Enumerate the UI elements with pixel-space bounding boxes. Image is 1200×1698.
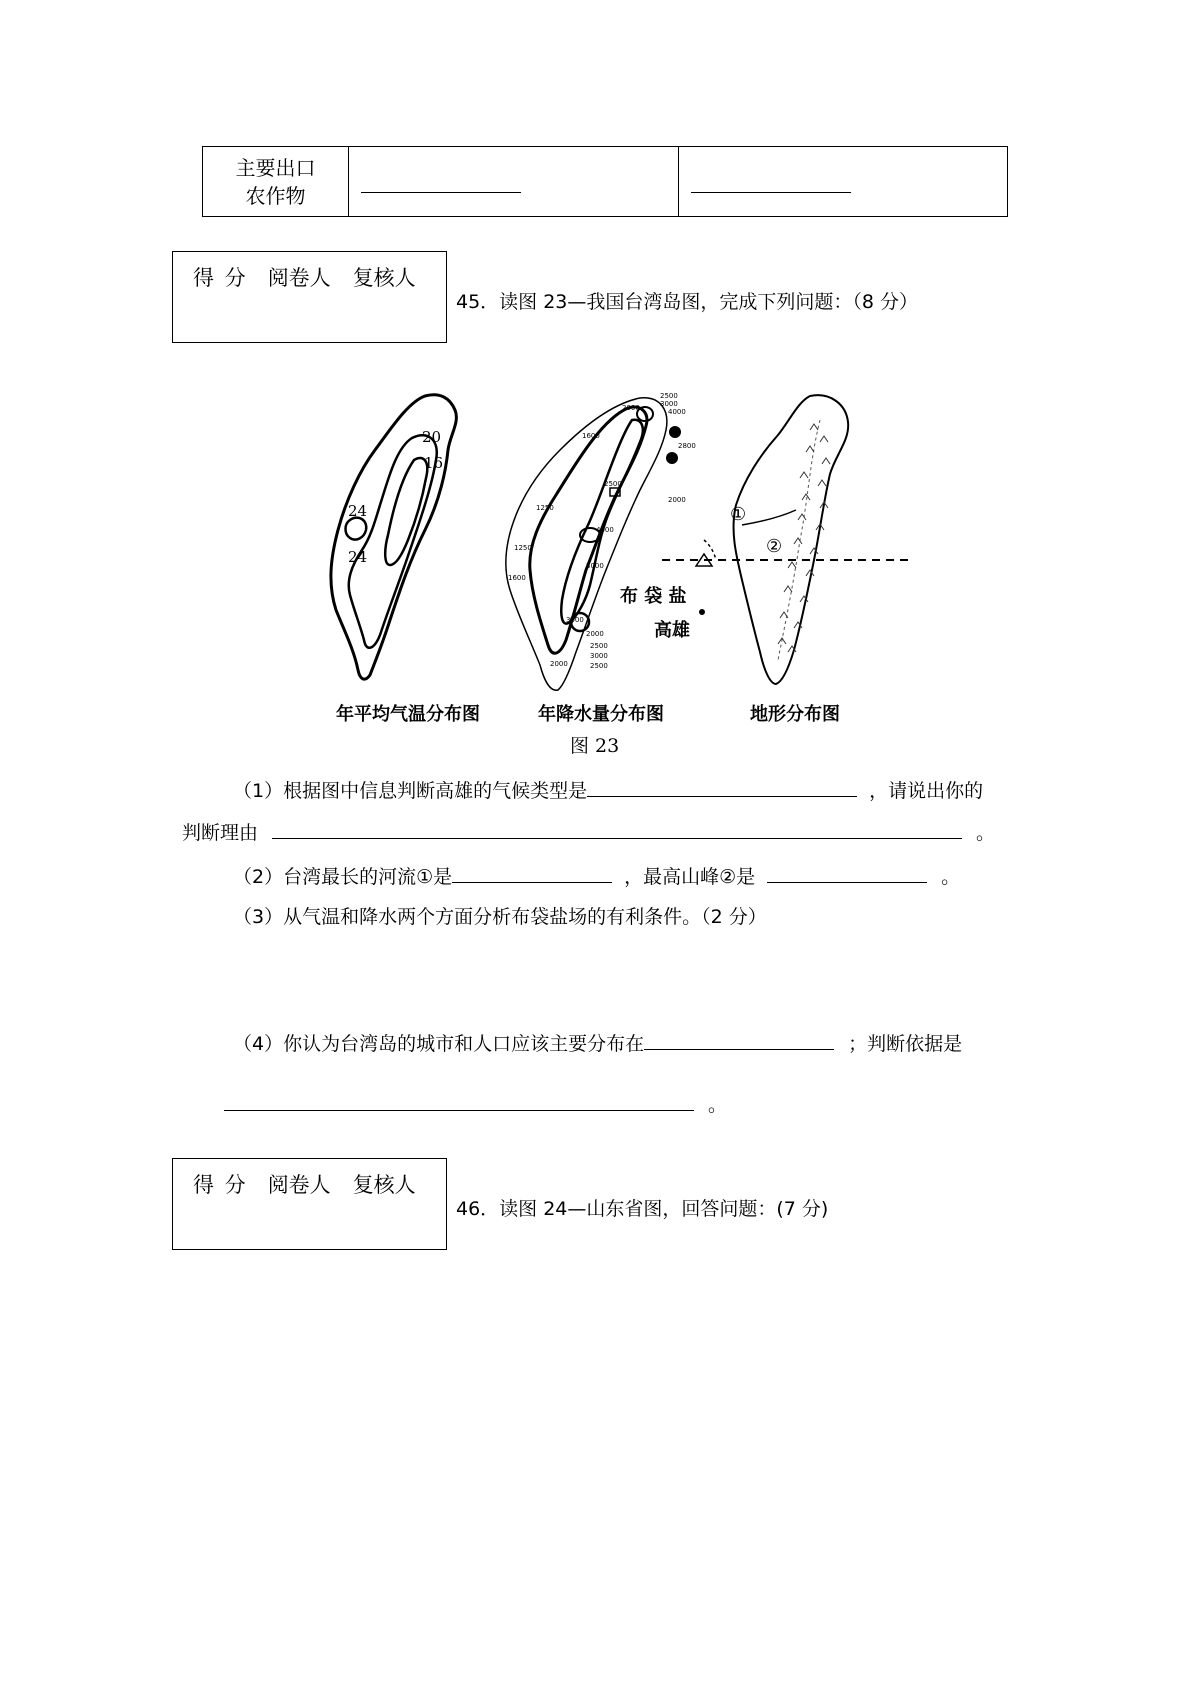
q45-sub3-line: （3）从气温和降水两个方面分析布袋盐场的有利条件。（2 分） (233, 906, 767, 928)
rain-label: 2500 (660, 392, 678, 400)
q45-sub4-end: 。 (708, 1094, 728, 1116)
river-1 (742, 510, 796, 525)
figure-23-title: 图 23 (570, 735, 620, 757)
rain-label: 1600 (508, 574, 526, 582)
terrain-label-kaohsiung: 高雄 (654, 620, 690, 641)
terrain-outline (734, 395, 849, 684)
table-label-line2: 农作物 (245, 183, 306, 208)
q45-sub2-river-blank[interactable] (452, 864, 612, 883)
q45-sub1-end: 。 (976, 822, 996, 844)
rain-label: 3000 (590, 652, 608, 660)
temperature-map (330, 390, 490, 690)
answer-blank[interactable] (691, 192, 851, 193)
rainfall-caption: 年降水量分布图 (538, 704, 664, 725)
rain-label: 3000 (660, 400, 678, 408)
q45-sub1-reason-line (182, 818, 995, 845)
q45-sub4-reason-line (224, 1090, 727, 1117)
export-crops-table (202, 146, 1008, 217)
score-box-q45 (172, 251, 447, 343)
q45-sub4-cont: ；判断依据是 (848, 1033, 963, 1055)
score-box-header (193, 1169, 438, 1199)
q45-sub2-peak-blank[interactable] (767, 864, 927, 883)
rain-label: 2500 (590, 662, 608, 670)
rain-label: 1250 (536, 504, 554, 512)
terrain-label-peak: ② (766, 536, 783, 557)
temperature-caption: 年平均气温分布图 (336, 704, 480, 725)
isotherm-24-island (346, 518, 367, 540)
q45-sub4-reason-blank[interactable] (224, 1092, 694, 1111)
temp-label: 16 (424, 454, 444, 472)
rain-label: 2000 (622, 404, 640, 412)
rain-label: 2000 (668, 496, 686, 504)
answer-blank[interactable] (361, 192, 521, 193)
reviewer-label: 复核人 (352, 266, 416, 290)
score-box-q46 (172, 1158, 447, 1250)
q45-sub1-blank[interactable] (587, 778, 857, 797)
q46-title: 46．读图 24—山东省图，回答问题：(7 分) (456, 1198, 829, 1220)
rain-label: 3000 (566, 616, 584, 624)
rain-label: 3000 (586, 562, 604, 570)
score-box-header (193, 262, 438, 292)
q45-sub1-text: （1）根据图中信息判断高雄的气候类型是 (233, 780, 588, 802)
mountain-symbols (778, 424, 830, 652)
grader-label: 阅卷人 (267, 1173, 331, 1197)
rain-label: 1600 (582, 432, 600, 440)
answer-cell-2[interactable] (678, 147, 1008, 217)
q45-sub1-reason-label: 判断理由 (182, 822, 259, 844)
q45-sub4-line (233, 1029, 962, 1056)
rain-label: 2000 (550, 660, 568, 668)
kaohsiung-dot (699, 609, 705, 615)
terrain-label-salt: 布 袋 盐 (620, 586, 687, 607)
table-label-line1: 主要出口 (235, 155, 316, 180)
q45-sub2-line (233, 862, 960, 889)
q45-sub4-text: （4）你认为台湾岛的城市和人口应该主要分布在 (233, 1033, 645, 1055)
terrain-caption: 地形分布图 (750, 704, 840, 725)
score-label: 得 分 (193, 1173, 246, 1197)
temp-label: 20 (422, 428, 442, 446)
rain-label: 4000 (596, 526, 614, 534)
reviewer-label: 复核人 (352, 1173, 416, 1197)
table-label-cell (203, 147, 349, 217)
rain-label: 2500 (604, 480, 622, 488)
q45-title: 45．读图 23—我国台湾岛图，完成下列问题：（8 分） (456, 291, 919, 313)
rain-label: 2000 (586, 630, 604, 638)
q45-sub1-line (233, 776, 983, 803)
q45-sub2-text: （2）台湾最长的河流①是 (233, 866, 453, 888)
terrain-label-river: ① (730, 504, 747, 525)
q45-sub1-reason-blank[interactable] (272, 820, 962, 839)
grader-label: 阅卷人 (267, 266, 331, 290)
q45-sub2-end: 。 (941, 866, 961, 888)
answer-cell-1[interactable] (349, 147, 679, 217)
rain-label: 4000 (668, 408, 686, 416)
temp-label: 24 (348, 502, 368, 520)
rain-label: 2500 (590, 642, 608, 650)
q45-sub1-cont: ，请说出你的 (869, 780, 984, 802)
q45-sub2-cont: ，最高山峰②是 (624, 866, 756, 888)
rain-label: 2800 (678, 442, 696, 450)
rain-label: 1250 (514, 544, 532, 552)
q45-sub4-blank[interactable] (644, 1031, 834, 1050)
temp-label: 24 (348, 548, 368, 566)
isotherm-16 (385, 458, 427, 565)
score-label: 得 分 (193, 266, 246, 290)
